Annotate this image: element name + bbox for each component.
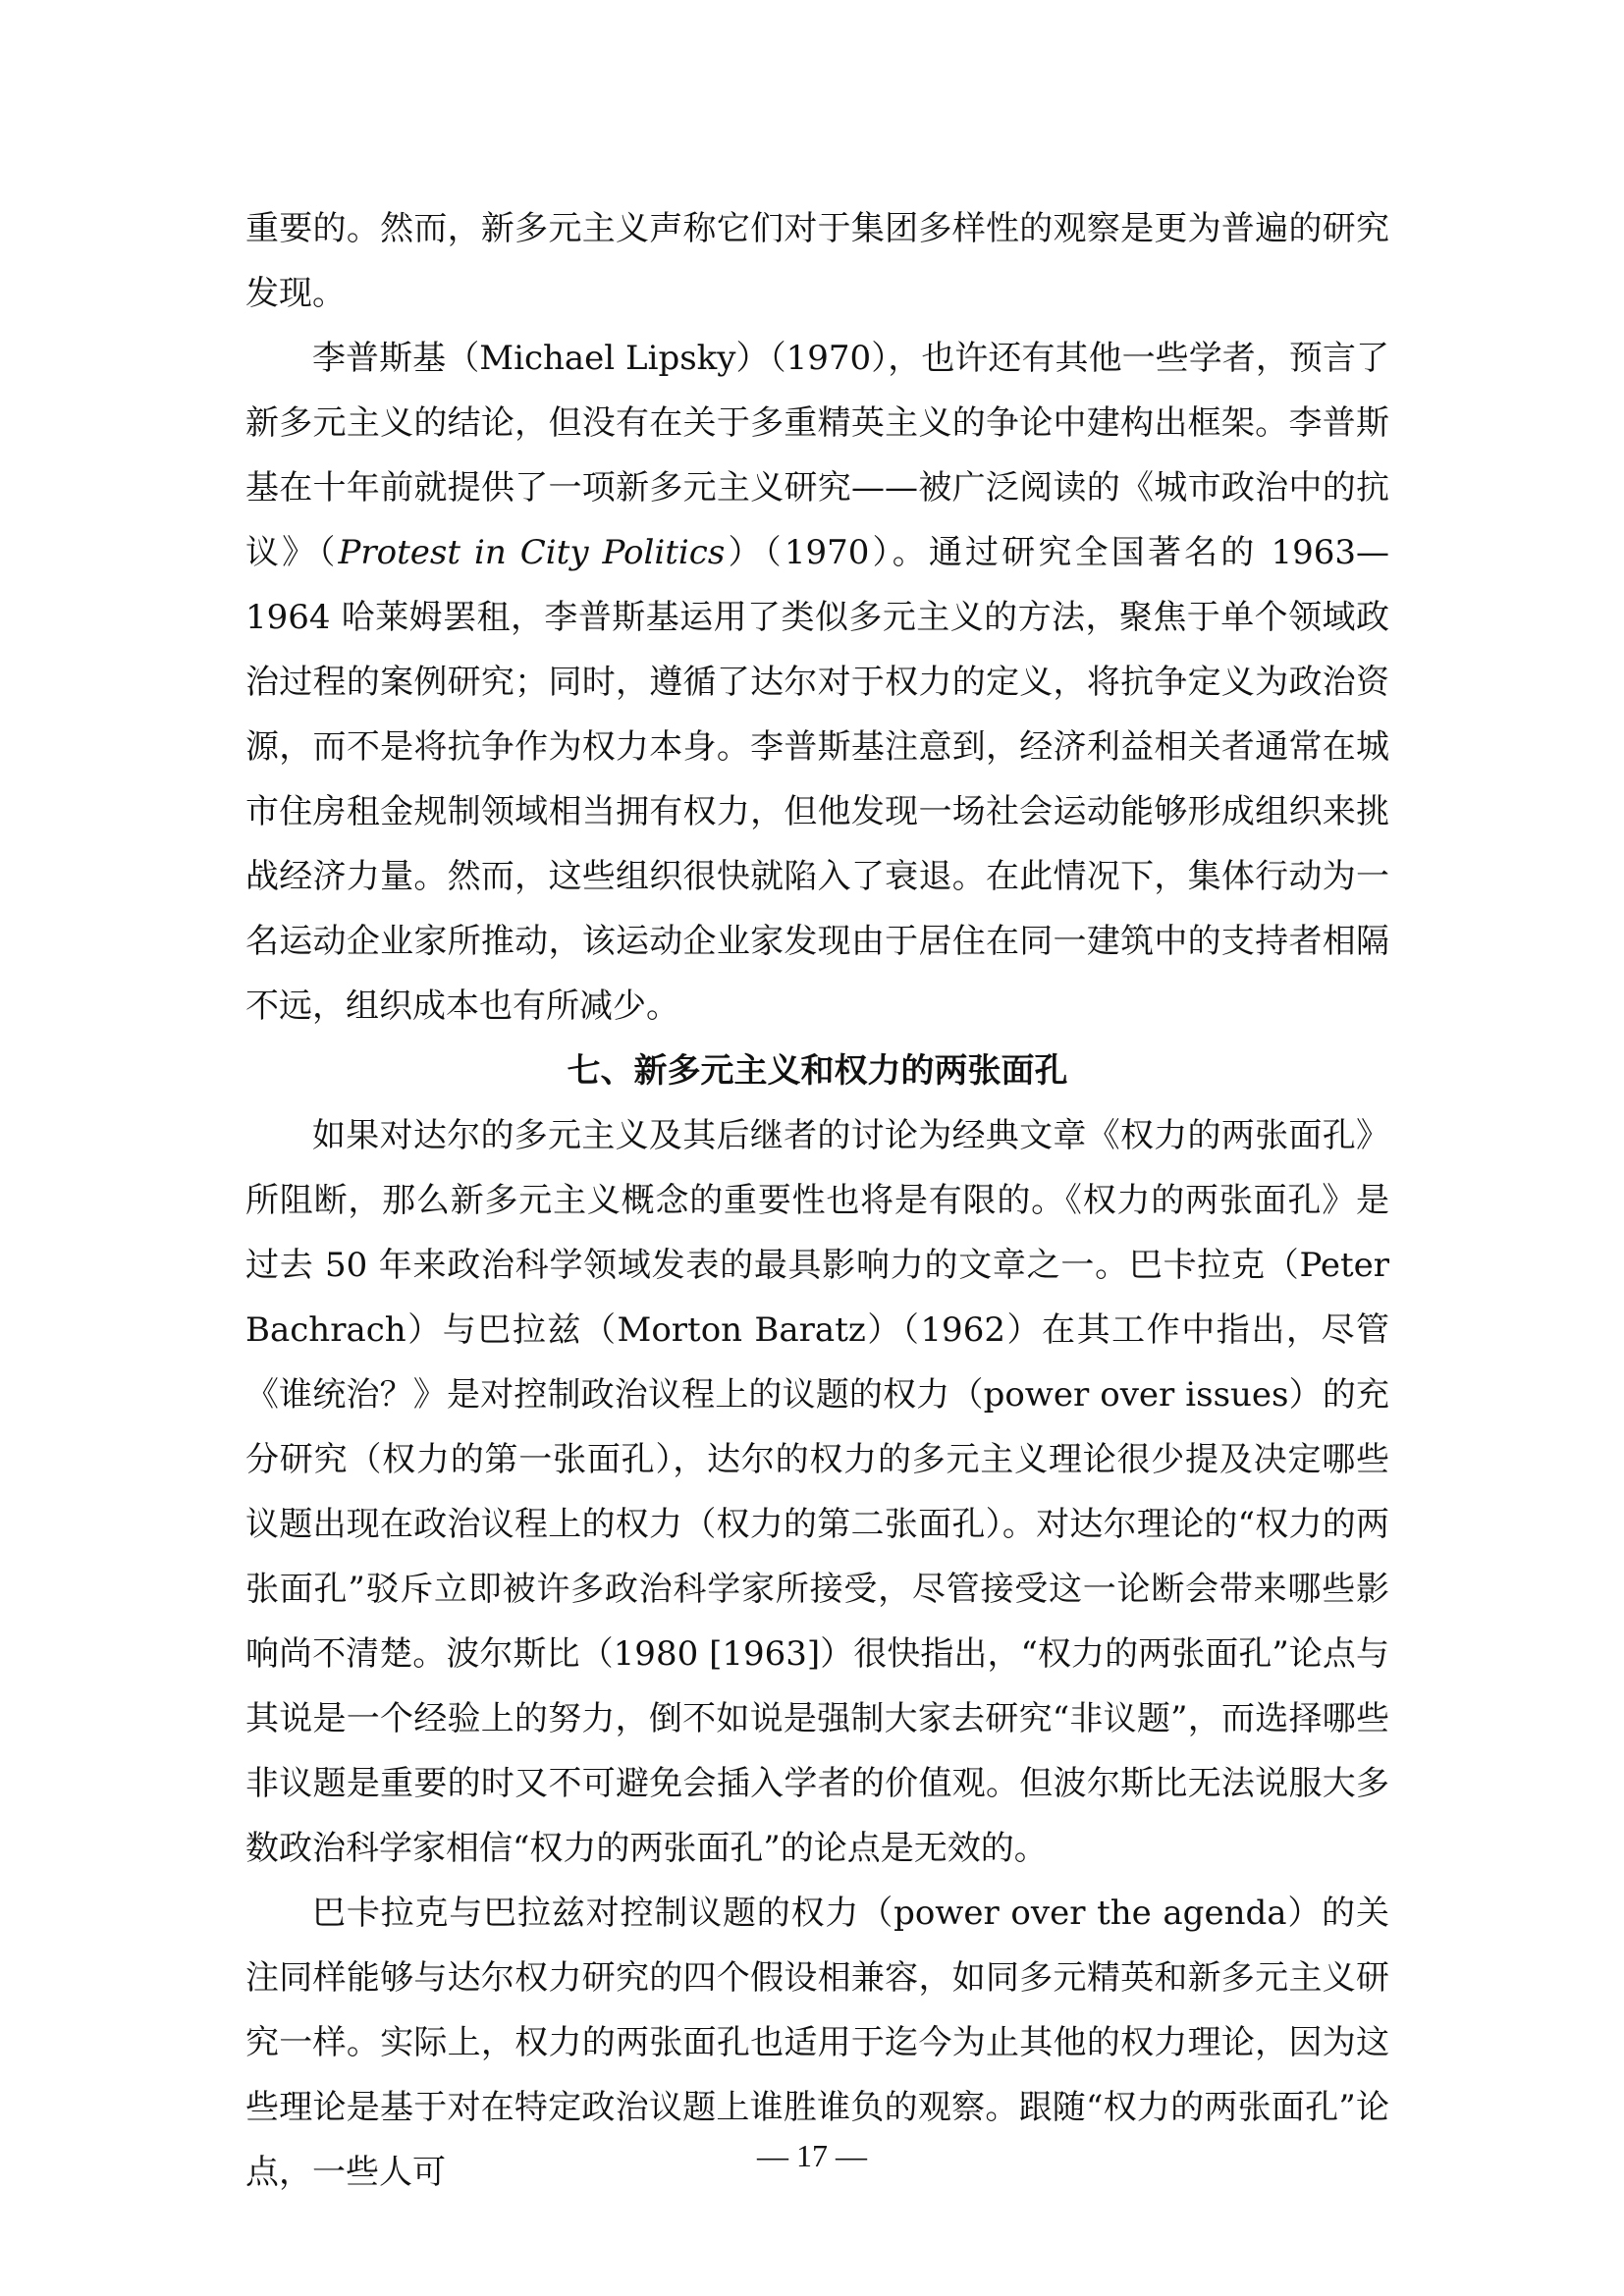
- paragraph-2-text-b: ）（1970）。通过研究全国著名的 1963—1964 哈莱姆罢租，李普斯基运用了类似多元主义的方法，聚焦于单个领域政治过程的案例研究；同时，遵循了达尔对于权力的定义，将抗争定义为政治资源，而不是将抗争作为权力本身。李普斯基注意到，经济利益相关者通常在城市住房租金规制领域相当拥有权力，但他发现一场社会运动能够形成组织来挑战经济力量。然而，这些组织很快就陷入了衰退。在此情况下，集体行动为一名运动企业家所推动，该运动企业家发现由于居住在同一建筑中的支持者相隔不远，组织成本也有所减少。: [245, 533, 1389, 1026]
- paragraph-3: 如果对达尔的多元主义及其后继者的讨论为经典文章《权力的两张面孔》所阻断，那么新多元主义概念的重要性也将是有限的。《权力的两张面孔》是过去 50 年来政治科学领域发表的最具影响力的文章之一。巴卡拉克（Peter Bachrach）与巴拉兹（Morton Baratz）（1962）在其工作中指出，尽管《谁统治？》是对控制政治议程上的议题的权力（power over issues）的充分研究（权力的第一张面孔），达尔的权力的多元主义理论很少提及决定哪些议题出现在政治议程上的权力（权力的第二张面孔）。对达尔理论的“权力的两张面孔”驳斥立即被许多政治科学家所接受，尽管接受这一论断会带来哪些影响尚不清楚。波尔斯比（1980 [1963]）很快指出，“权力的两张面孔”论点与其说是一个经验上的努力，倒不如说是强制大家去研究“非议题”，而选择哪些非议题是重要的时又不可避免会插入学者的价值观。但波尔斯比无法说服大多数政治科学家相信“权力的两张面孔”的论点是无效的。: [245, 1116, 1389, 1868]
- paragraph-2-italic-title: Protest in City Politics: [338, 533, 726, 572]
- page-number: — 17 —: [757, 2138, 867, 2173]
- section-heading: 七、新多元主义和权力的两张面孔: [567, 1051, 1068, 1091]
- document-body: [245, 196, 1389, 2205]
- paragraph-1: 重要的。然而，新多元主义声称它们对于集团多样性的观察是更为普遍的研究发现。: [245, 209, 1389, 313]
- paragraph-2: [245, 326, 1389, 1039]
- paragraph-2-text-a: 李普斯基（Michael Lipsky）（1970），也许还有其他一些学者，预言了新多元主义的结论，但没有在关于多重精英主义的争论中建构出框架。李普斯基在十年前就提供了一项新多元主义研究——被广泛阅读的《城市政治中的抗议》（: [245, 339, 1389, 572]
- paragraph-4: 巴卡拉克与巴拉兹对控制议题的权力（power over the agenda）的关注同样能够与达尔权力研究的四个假设相兼容，如同多元精英和新多元主义研究一样。实际上，权力的两张面孔也适用于迄今为止其他的权力理论，因为这些理论是基于对在特定政治议题上谁胜谁负的观察。跟随“权力的两张面孔”论点，一些人可: [245, 1894, 1389, 2192]
